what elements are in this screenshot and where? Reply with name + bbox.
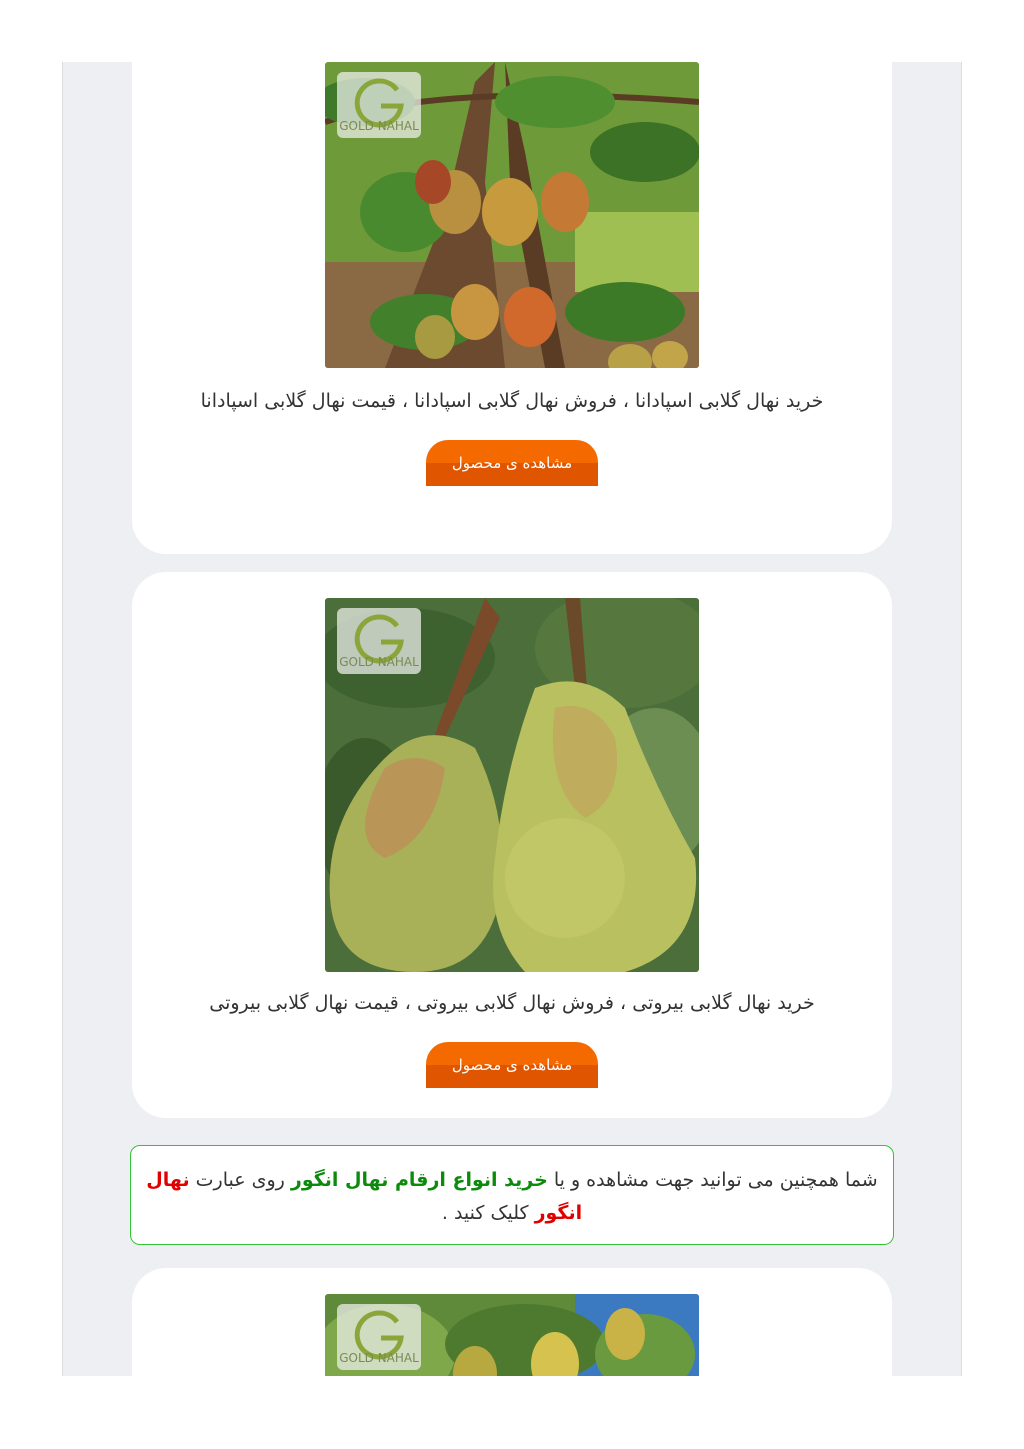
buy-grape-varieties-link[interactable]: خرید انواع ارقام نهال انگور (290, 1169, 548, 1191)
gold-nahal-logo: GOLD NAHAL (337, 608, 421, 674)
product-image[interactable] (325, 598, 699, 972)
grape-seedling-link[interactable]: نهال انگور (146, 1169, 583, 1224)
info-text: شما همچنین می توانید جهت مشاهده و یا (547, 1169, 878, 1191)
page-column (62, 62, 962, 1376)
product-card (132, 1268, 892, 1376)
product-card (132, 62, 892, 554)
gold-nahal-logo: GOLD NAHAL (337, 72, 421, 138)
info-text: روی عبارت (189, 1169, 291, 1191)
info-box (130, 1145, 894, 1245)
gold-nahal-logo: GOLD NAHAL (337, 1304, 421, 1370)
info-text: کلیک کنید . (441, 1202, 535, 1224)
product-title[interactable]: خرید نهال گلابی اسپادانا ، فروش نهال گلابی اسپادانا ، قیمت نهال گلابی اسپادانا (200, 390, 824, 412)
view-product-button[interactable]: مشاهده ی محصول (426, 1042, 598, 1088)
product-image[interactable] (325, 62, 699, 368)
product-image[interactable] (325, 1294, 699, 1376)
product-card (132, 572, 892, 1118)
view-product-button[interactable]: مشاهده ی محصول (426, 440, 598, 486)
product-title[interactable]: خرید نهال گلابی بیروتی ، فروش نهال گلابی بیروتی ، قیمت نهال گلابی بیروتی (209, 992, 815, 1014)
